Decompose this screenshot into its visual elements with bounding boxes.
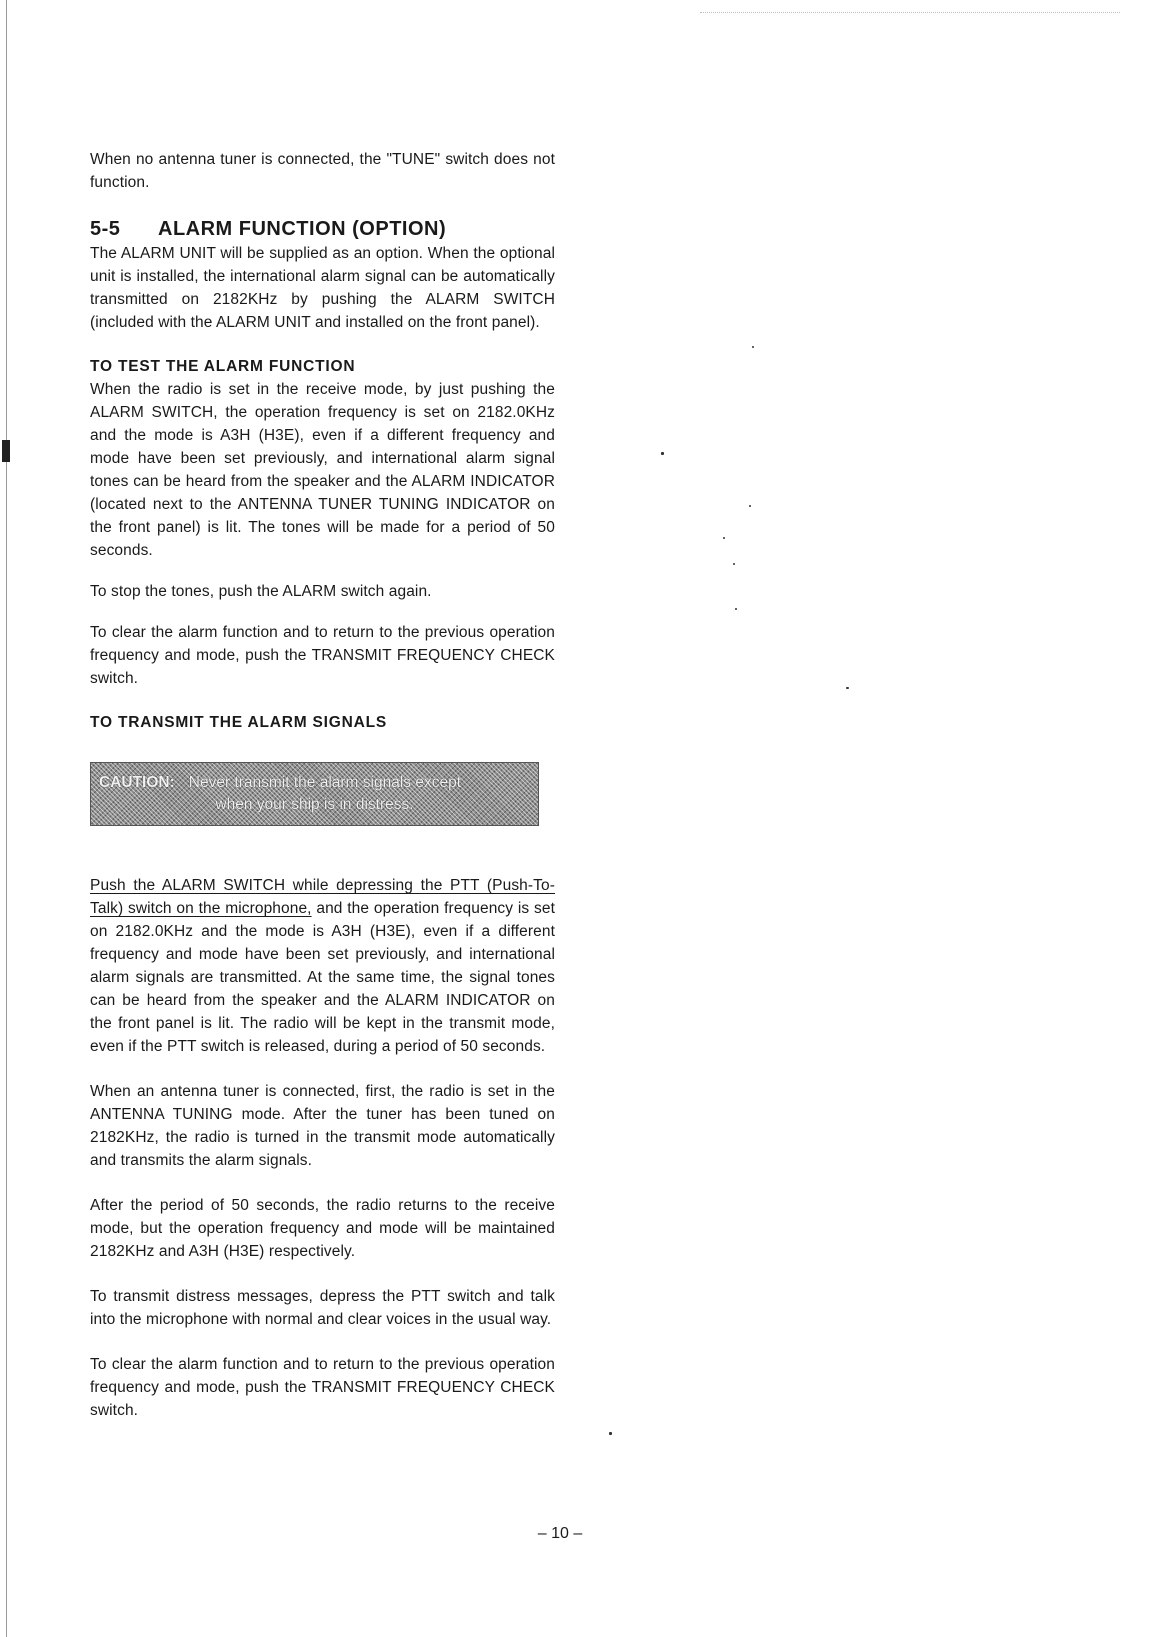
- transmit-heading: TO TRANSMIT THE ALARM SIGNALS: [90, 714, 388, 731]
- scan-speck: [735, 608, 737, 610]
- scan-speck: [609, 1432, 612, 1435]
- clear-alarm-final-paragraph: To clear the alarm function and to return to the previous operation frequency and mode, push the TRANSMIT FREQUENCY CHECK switch.: [90, 1356, 555, 1419]
- transmit-underlined-instruction: Push the ALARM SWITCH while depressing the PTT (Push-To-Talk) switch on the microphone,: [90, 877, 555, 917]
- distress-messages-paragraph: To transmit distress messages, depress the PTT switch and talk into the microphone with normal and clear voices in the usual way.: [90, 1288, 555, 1328]
- page-number: – 10 –: [537, 1525, 583, 1542]
- section-number: 5-5: [90, 218, 121, 240]
- scan-top-noise: [700, 12, 1120, 15]
- intro-paragraph: When no antenna tuner is connected, the "TUNE" switch does not function.: [90, 151, 555, 191]
- test-heading: TO TEST THE ALARM FUNCTION: [90, 358, 356, 375]
- scan-speck: [733, 563, 735, 565]
- caution-line-1: Never transmit the alarm signals except: [188, 774, 461, 791]
- scan-speck: [749, 505, 751, 507]
- scan-speck: [661, 452, 664, 455]
- scan-speck: [723, 537, 725, 539]
- scan-binding-mark: [2, 440, 10, 462]
- document-column: [90, 148, 555, 1422]
- caution-label: CAUTION:: [99, 774, 175, 791]
- after-period-paragraph: After the period of 50 seconds, the radio returns to the receive mode, but the operation frequency and mode will be maintained 2182KHz and A3H (H3E) respectively.: [90, 1197, 555, 1260]
- antenna-tuner-paragraph: When an antenna tuner is connected, first, the radio is set in the ANTENNA TUNING mode. After the tuner has been tuned on 2182KHz, the radio is turned in the transmit mode automatically and transmits the alarm signals.: [90, 1083, 555, 1169]
- scan-speck: [846, 687, 849, 689]
- scan-left-edge: [6, 0, 7, 1637]
- stop-tones-paragraph: To stop the tones, push the ALARM switch again.: [90, 583, 432, 600]
- clear-alarm-paragraph: To clear the alarm function and to return to the previous operation frequency and mode, push the TRANSMIT FREQUENCY CHECK switch.: [90, 624, 555, 687]
- caution-box: [90, 762, 539, 826]
- section-intro-paragraph: The ALARM UNIT will be supplied as an option. When the optional unit is installed, the international alarm signal can be automatically transmitted on 2182KHz by pushing the ALARM SWITCH (included with the ALARM UNIT and installed on the front panel).: [90, 245, 555, 331]
- section-title: ALARM FUNCTION (OPTION): [158, 218, 447, 240]
- scan-speck: [752, 346, 754, 348]
- section-heading: [90, 216, 555, 242]
- test-paragraph: When the radio is set in the receive mode, by just pushing the ALARM SWITCH, the operation frequency is set on 2182.0KHz and the mode is A3H (H3E), even if a different frequency and mode have been set previously, and international alarm signal tones can be heard from the speaker and the ALARM INDICATOR (located next to the ANTENNA TUNER TUNING INDICATOR on the front panel) is lit. The tones will be made for a period of 50 seconds.: [90, 381, 555, 559]
- transmit-paragraph: [90, 874, 555, 1058]
- transmit-paragraph-rest: and the operation frequency is set on 2182.0KHz and the mode is A3H (H3E), even if a different frequency and mode have been set previously, and international alarm signals are transmitted. At the same time, the signal tones can be heard from the speaker and the ALARM INDICATOR on the front panel is lit. The radio will be kept in the transmit mode, even if the PTT switch is released, during a period of 50 seconds.: [90, 900, 555, 1055]
- caution-line-2: when your ship is in distress.: [215, 796, 414, 813]
